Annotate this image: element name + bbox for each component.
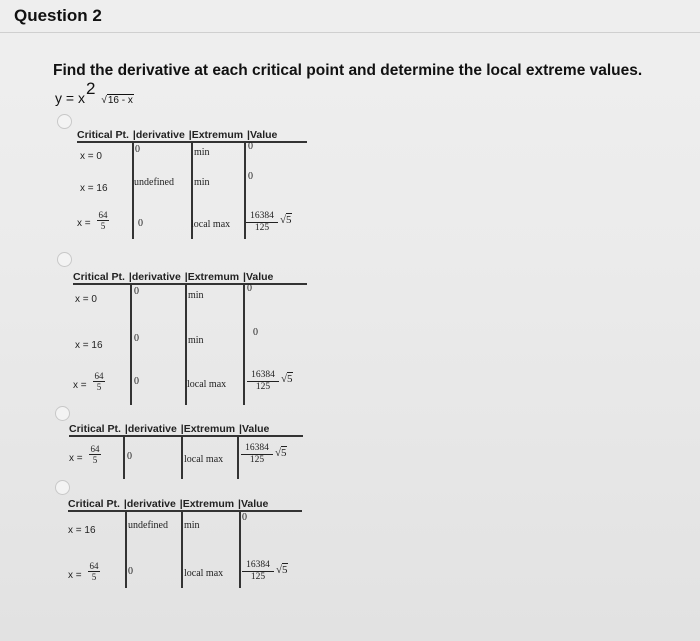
function-radical (101, 95, 134, 106)
column-divider (181, 510, 183, 588)
critical-point-cell: x = 16 (68, 525, 96, 536)
question-header (0, 0, 700, 33)
header-derivative: derivative (135, 129, 185, 141)
header-value: Value (245, 271, 274, 283)
value-radical: √5 (281, 373, 293, 385)
header-rule (69, 435, 303, 437)
critical-point-cell: x = 0 (75, 294, 97, 305)
option-a-radio[interactable] (57, 114, 72, 129)
extremum-cell: local max (191, 219, 231, 230)
value-cell: 0 (248, 171, 253, 182)
header-extremum: Extremum (187, 271, 240, 283)
table-header: Critical Pt. |derivative |Extremum |Value (73, 271, 274, 283)
header-extremum: Extremum (191, 129, 244, 141)
extremum-cell: min (194, 147, 210, 158)
header-value: Value (249, 129, 278, 141)
critical-point-fraction: $\frac{64}{5}$ (94, 371, 104, 392)
value-fraction: $\frac{16384}{125}$ (242, 560, 274, 583)
option-c-radio[interactable] (55, 406, 70, 421)
column-divider (125, 510, 127, 588)
question-prompt: Find the derivative at each critical point and determine the local extreme values. (53, 62, 643, 79)
value-radical: √5 (275, 447, 287, 459)
header-critical: Critical Pt. (68, 498, 120, 510)
question-title: Question 2 (14, 6, 102, 25)
critical-point-fraction: $\frac{64}{5}$ (89, 561, 99, 582)
option-a-table[interactable] (77, 129, 307, 241)
extremum-cell: min (188, 290, 204, 301)
derivative-cell: 0 (134, 376, 139, 387)
option-c-table[interactable] (69, 423, 303, 479)
column-divider (181, 435, 183, 479)
header-derivative: derivative (131, 271, 181, 283)
header-rule (73, 283, 307, 285)
extremum-cell: local max (187, 379, 227, 390)
column-divider (130, 283, 132, 405)
value-radical: √5 (280, 214, 292, 226)
critical-point-prefix: x = (68, 570, 82, 581)
critical-point-prefix: x = (77, 218, 91, 229)
extremum-cell: min (188, 335, 204, 346)
header-extremum: Extremum (183, 423, 236, 435)
header-rule (68, 510, 302, 512)
column-divider (239, 510, 241, 588)
option-d-table[interactable] (68, 498, 302, 588)
critical-point-cell: x = 0 (80, 151, 102, 162)
derivative-cell: 0 (134, 333, 139, 344)
value-fraction: $\frac{16384}{125}$ (246, 211, 278, 234)
extremum-cell: min (194, 177, 210, 188)
derivative-cell: 0 (135, 144, 140, 155)
value-fraction: $\frac{16384}{125}$ (241, 443, 273, 466)
column-divider (237, 435, 239, 479)
column-divider (123, 435, 125, 479)
extremum-cell: local max (184, 454, 224, 465)
value-radical: √5 (276, 564, 288, 576)
derivative-cell: 0 (128, 566, 133, 577)
option-b-table[interactable] (73, 271, 307, 407)
derivative-cell: 0 (127, 451, 132, 462)
value-cell: 0 (242, 512, 247, 523)
option-b-radio[interactable] (57, 252, 72, 267)
header-extremum: Extremum (182, 498, 235, 510)
radical-symbol: √ (101, 95, 107, 106)
header-critical: Critical Pt. (73, 271, 125, 283)
function-base: y = x (55, 90, 85, 106)
derivative-cell: undefined (134, 177, 174, 188)
radical-content: 16 - x (107, 95, 133, 106)
critical-point-fraction: $\frac{64}{5}$ (98, 210, 108, 231)
header-derivative: derivative (127, 423, 177, 435)
critical-point-prefix: x = (69, 453, 83, 464)
critical-point-fraction: $\frac{64}{5}$ (90, 444, 100, 465)
critical-point-prefix: x = (73, 380, 87, 391)
derivative-cell: 0 (134, 286, 139, 297)
value-cell: 0 (253, 327, 258, 338)
table-header: Critical Pt. |derivative |Extremum |Value (77, 129, 278, 141)
header-critical: Critical Pt. (69, 423, 121, 435)
extremum-cell: local max (184, 568, 224, 579)
table-header: Critical Pt. |derivative |Extremum |Value (69, 423, 270, 435)
function-expression (55, 79, 134, 108)
derivative-cell: undefined (128, 520, 168, 531)
table-header: Critical Pt. |derivative |Extremum |Value (68, 498, 269, 510)
value-cell: 0 (247, 283, 252, 294)
column-divider (243, 283, 245, 405)
column-divider (132, 141, 134, 239)
value-cell: 0 (248, 141, 253, 152)
header-value: Value (241, 423, 270, 435)
value-fraction: $\frac{16384}{125}$ (247, 370, 279, 393)
function-exponent: 2 (85, 79, 96, 98)
header-derivative: derivative (126, 498, 176, 510)
header-value: Value (240, 498, 269, 510)
derivative-cell: 0 (138, 218, 143, 229)
option-d-radio[interactable] (55, 480, 70, 495)
critical-point-cell: x = 16 (75, 340, 103, 351)
header-critical: Critical Pt. (77, 129, 129, 141)
critical-point-cell: x = 16 (80, 183, 108, 194)
extremum-cell: min (184, 520, 200, 531)
